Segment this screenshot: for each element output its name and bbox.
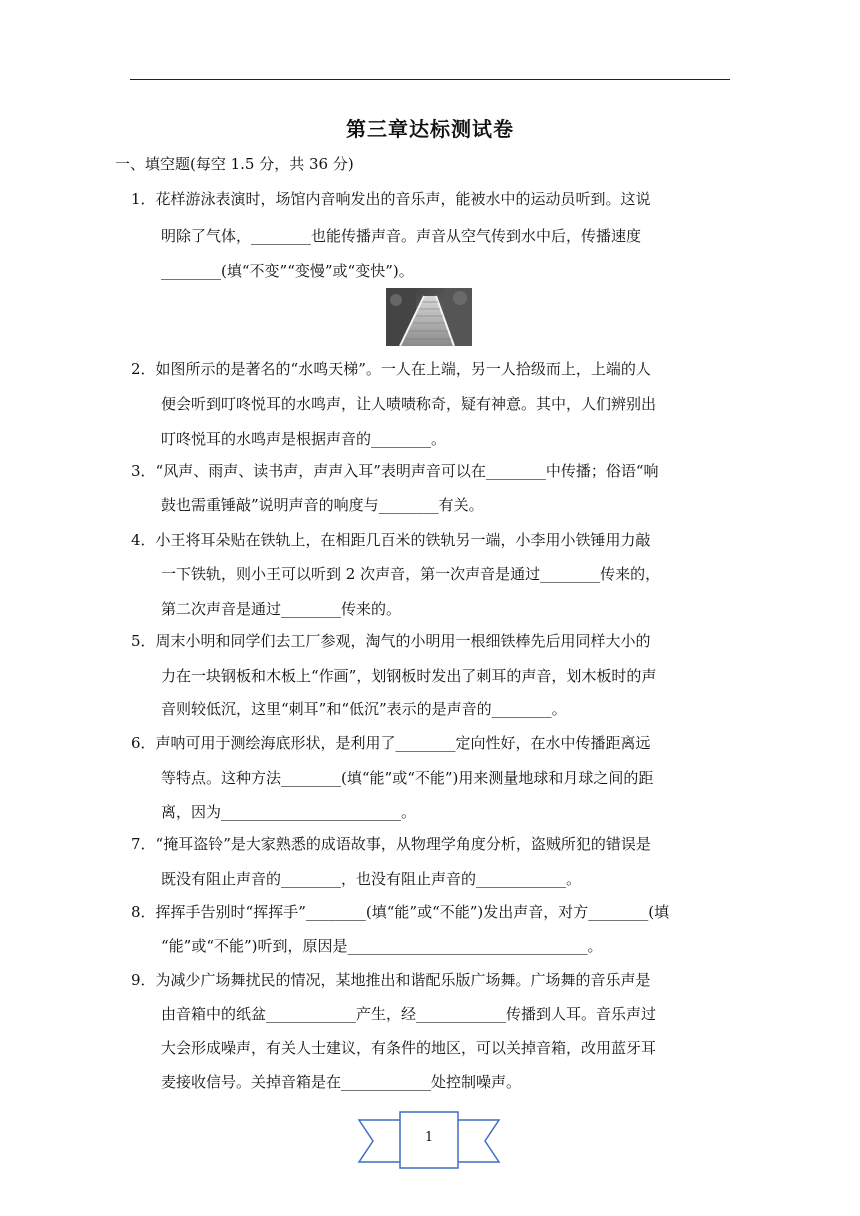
question-2-line-1: 2．如图所示的是著名的“水鸣天梯”。一人在上端，另一人拾级而上，上端的人 — [131, 360, 651, 378]
question-4-line-1: 4．小王将耳朵贴在铁轨上，在相距几百米的铁轨另一端，小李用小铁锤用力敲 — [131, 531, 651, 549]
question-2-line-3: 叮咚悦耳的水鸣声是根据声音的________。 — [161, 430, 447, 448]
question-1-line-2: 明除了气体，________也能传播声音。声音从空气传到水中后，传播速度 — [161, 227, 642, 245]
question-5-line-2: 力在一块钢板和木板上“作画”，划钢板时发出了刺耳的声音，划木板时的声 — [161, 667, 657, 685]
question-9-line-1: 9．为减少广场舞扰民的情况，某地推出和谐配乐版广场舞。广场舞的音乐声是 — [131, 971, 651, 989]
section-heading: 一、填空题(每空 1.5 分，共 36 分) — [115, 155, 354, 173]
question-7-line-1: 7．“掩耳盗铃”是大家熟悉的成语故事，从物理学角度分析，盗贼所犯的错误是 — [131, 835, 651, 853]
question-2-line-2: 便会听到叮咚悦耳的水鸣声，让人啧啧称奇，疑有神意。其中，人们辨别出 — [161, 395, 657, 413]
question-6-line-3: 离，因为________________________。 — [161, 803, 417, 821]
question-9-line-3: 大会形成噪声，有关人士建议，有条件的地区，可以关掉音箱，改用蓝牙耳 — [161, 1039, 657, 1057]
header-rule — [130, 79, 730, 80]
question-1-line-1: 1．花样游泳表演时，场馆内音响发出的音乐声，能被水中的运动员听到。这说 — [131, 190, 651, 208]
question-8-line-2: “能”或“不能”)听到，原因是________________________________。 — [161, 937, 603, 955]
question-1-line-3: ________(填“不变”“变慢”或“变快”)。 — [161, 262, 414, 280]
question-5-line-3: 音则较低沉，这里“刺耳”和“低沉”表示的是声音的________。 — [161, 700, 567, 718]
question-5-line-1: 5．周末小明和同学们去工厂参观，淘气的小明用一根细铁棒先后用同样大小的 — [131, 632, 651, 650]
question-6-line-1: 6．声呐可用于测绘海底形状，是利用了________定向性好，在水中传播距离远 — [131, 734, 651, 752]
question-8-line-1: 8．挥挥手告别时“挥挥手”________(填“能”或“不能”)发出声音，对方________(填 — [131, 903, 670, 921]
question-3-line-2: 鼓也需重锤敲”说明声音的响度与________有关。 — [161, 496, 484, 514]
question-4-line-3: 第二次声音是通过________传来的。 — [161, 600, 402, 618]
question-6-line-2: 等特点。这种方法________(填“能”或“不能”)用来测量地球和月球之间的距 — [161, 769, 654, 787]
question-9-line-4: 麦接收信号。关掉音箱是在____________处控制噪声。 — [161, 1073, 522, 1091]
page-title: 第三章达标测试卷 — [346, 117, 514, 141]
water-stairs-photo — [386, 288, 472, 346]
page-number: 1 — [424, 1130, 434, 1145]
question-7-line-2: 既没有阻止声音的________，也没有阻止声音的____________。 — [161, 870, 582, 888]
question-4-line-2: 一下铁轨，则小王可以听到 2 次声音，第一次声音是通过________传来的， — [161, 565, 661, 583]
question-9-line-2: 由音箱中的纸盆____________产生，经____________传播到人耳。音乐声过 — [161, 1005, 657, 1023]
question-3-line-1: 3．“风声、雨声、读书声，声声入耳”表明声音可以在________中传播；俗语“响 — [131, 462, 659, 480]
